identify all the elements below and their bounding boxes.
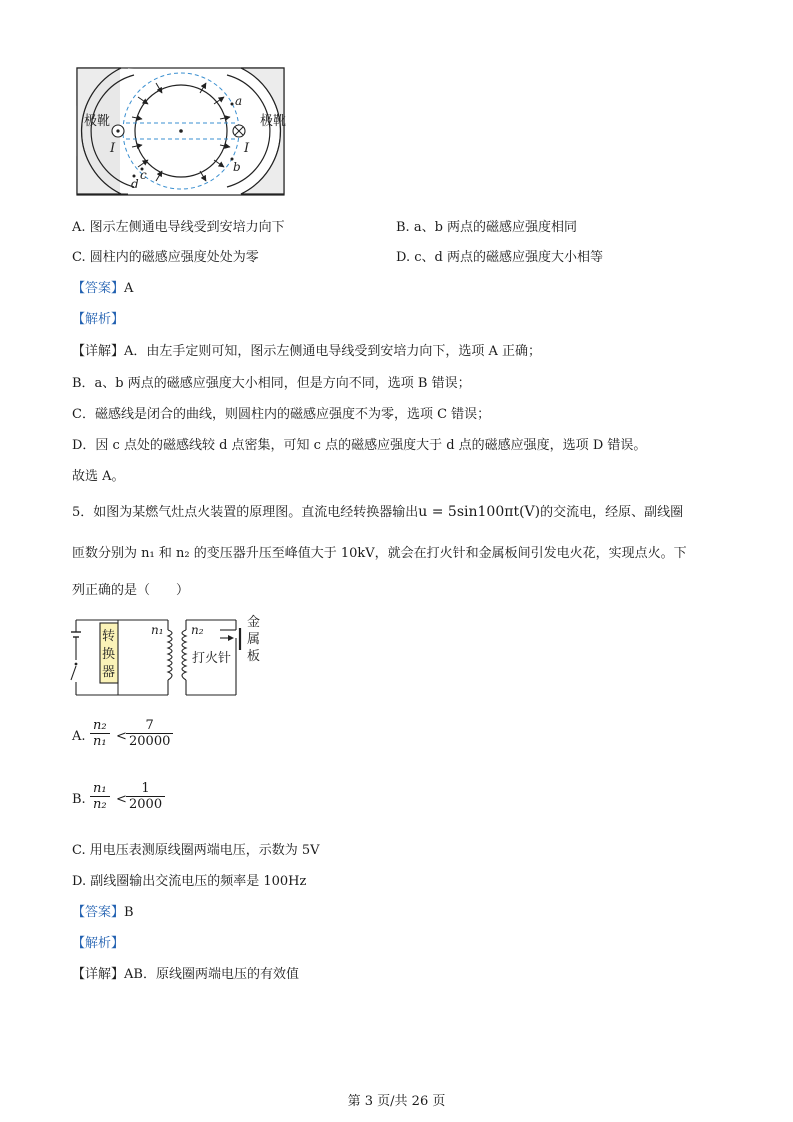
q5-answer — [72, 901, 134, 920]
point-d-label: d — [131, 177, 139, 191]
answer-value: A — [124, 281, 134, 296]
q4-detail-c: C．磁感线是闭合的曲线，则圆柱内的磁感应强度不为零，选项 C 错误； — [72, 407, 491, 422]
detail-label: 【详解】 — [72, 344, 125, 359]
q5-analysis-label: 【解析】 — [72, 936, 125, 951]
fraction-numerator: n₂ — [93, 718, 107, 733]
answer-value: B — [124, 905, 134, 920]
n2-label: n₂ — [191, 623, 204, 637]
answer-label: 【答案】 — [72, 281, 125, 296]
q4-analysis-label: 【解析】 — [72, 312, 125, 327]
detail-label: 【详解】 — [72, 967, 125, 982]
q4-detail-b: B．a、b 两点的磁感应强度大小相同，但是方向不同，选项 B 错误； — [72, 376, 471, 391]
point-c-label: c — [140, 168, 147, 182]
right-pole-label: 极靴 — [260, 114, 286, 129]
fraction-denominator: n₁ — [90, 733, 110, 749]
q4-detail-a — [72, 340, 541, 359]
q5-stem-part1: 5．如图为某燃气灶点火装置的原理图。直流电经转换器输出 — [72, 505, 419, 520]
q5-stem-line3: 列正确的是（ ） — [72, 583, 190, 598]
needle-label: 打火针 — [192, 651, 232, 666]
q5-option-a-label: A. — [72, 729, 86, 744]
q5-stem-line2: 匝数分别为 n₁ 和 n₂ 的变压器升压至峰值大于 10kV，就会在打火针和金属板间引发电火花，实现点火。下 — [72, 546, 687, 561]
q4-conclusion: 故选 A。 — [72, 469, 125, 484]
q4-detail-d: D．因 c 点处的磁感线较 d 点密集，可知 c 点的磁感应强度大于 d 点的磁感应强度，选项 D 错误。 — [72, 438, 647, 453]
plate-label-1: 金 — [247, 615, 261, 630]
q5-option-b-label: B. — [72, 792, 86, 807]
fraction-denominator: 2000 — [126, 796, 165, 812]
q5-option-b-rhs — [126, 781, 165, 812]
q5-option-a-rhs — [126, 718, 173, 749]
magnetic-field-figure — [76, 67, 286, 197]
q4-answer — [72, 277, 133, 296]
point-b-label: b — [233, 160, 241, 174]
q5-option-a-lhs — [90, 718, 110, 749]
fraction-numerator: 7 — [145, 718, 154, 733]
current-left-label: I — [110, 141, 116, 156]
converter-label-2: 换 — [102, 647, 116, 662]
q5-formula: u = 5sin100πt(V) — [418, 504, 541, 520]
fraction-numerator: n₁ — [93, 781, 107, 796]
detail-a-text: A．由左手定则可知，图示左侧通电导线受到安培力向下，选项 A 正确； — [124, 344, 542, 359]
fraction-numerator: 1 — [141, 781, 150, 796]
q4-option-c: C. 圆柱内的磁感应强度处处为零 — [72, 250, 259, 265]
point-a-label: a — [235, 94, 243, 108]
left-pole-label-1: 极靴 — [84, 114, 111, 129]
q5-option-c: C. 用电压表测原线圈两端电压，示数为 5V — [72, 843, 320, 858]
q4-option-d: D. c、d 两点的磁感应强度大小相等 — [396, 250, 603, 265]
q5-stem-part2: 的交流电，经原、副线圈 — [540, 505, 684, 520]
q5-option-a-op: < — [116, 729, 127, 744]
plate-label-3: 板 — [247, 649, 261, 664]
q5-option-d: D. 副线圈输出交流电压的频率是 100Hz — [72, 874, 307, 889]
answer-label: 【答案】 — [72, 905, 125, 920]
plate-label-2: 属 — [247, 632, 261, 647]
q5-option-b-lhs — [90, 781, 110, 812]
converter-label-3: 器 — [102, 665, 116, 680]
q5-stem-line1 — [72, 501, 683, 520]
n1-label: n₁ — [151, 623, 164, 637]
fraction-denominator: 20000 — [126, 733, 173, 749]
current-right-label: I — [244, 141, 250, 156]
q5-option-b-op: < — [116, 792, 127, 807]
fraction-denominator: n₂ — [90, 796, 110, 812]
page-footer: 第 3 页/共 26 页 — [347, 1094, 446, 1109]
q5-detail — [72, 963, 299, 982]
q4-option-b: B. a、b 两点的磁感应强度相同 — [396, 220, 578, 235]
q4-option-a: A. 图示左侧通电导线受到安培力向下 — [72, 220, 285, 235]
converter-label: 转 — [102, 629, 116, 644]
ignition-circuit-figure — [70, 610, 270, 702]
detail-text: AB．原线圈两端电压的有效值 — [124, 967, 299, 982]
